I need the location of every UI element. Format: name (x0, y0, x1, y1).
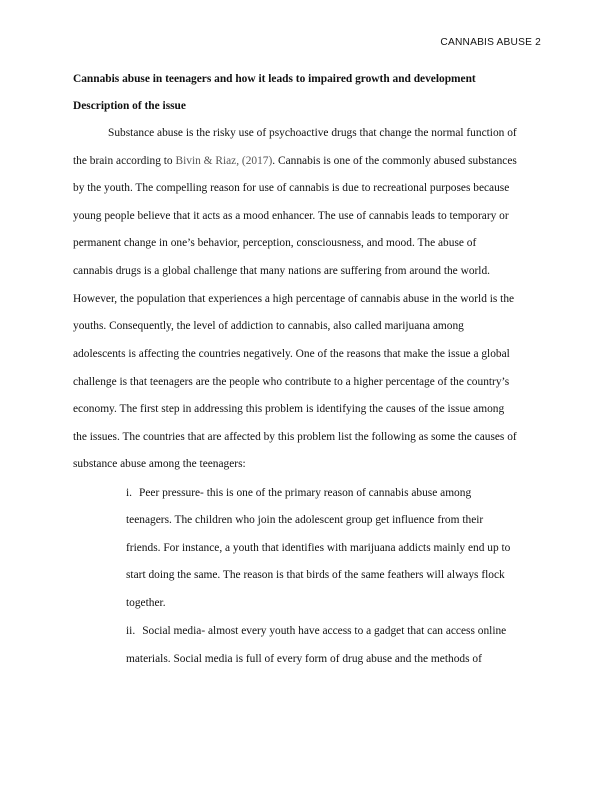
paragraph-line: youths. Consequently, the level of addiction to cannabis, also called marijuana among (73, 320, 464, 332)
paragraph-line: However, the population that experiences a high percentage of cannabis abuse in the world is the (73, 293, 515, 305)
list-item-line: start doing the same. The reason is that birds of the same feathers will always flock (126, 569, 505, 581)
paragraph-line: economy. The first step in addressing this problem is identifying the causes of the issue among (73, 403, 505, 415)
list-item-first-line (126, 624, 506, 638)
list-item-line: friends. For instance, a youth that identifies with marijuana addicts mainly end up to (126, 542, 511, 554)
list-item-line: materials. Social media is full of every form of drug abuse and the methods of (126, 653, 482, 665)
running-head: CANNABIS ABUSE 2 (440, 37, 541, 48)
paragraph-line: substance abuse among the teenagers: (73, 458, 246, 470)
list-item-line: teenagers. The children who join the adolescent group get influence from their (126, 514, 484, 526)
paragraph-text: . Cannabis is one of the commonly abused substances (272, 155, 517, 167)
paragraph-line: young people believe that it acts as a mood enhancer. The use of cannabis leads to temporary or (73, 210, 509, 222)
document-title: Cannabis abuse in teenagers and how it leads to impaired growth and development (73, 73, 476, 85)
paragraph-line: cannabis drugs is a global challenge that many nations are suffering from around the world. (73, 265, 491, 277)
list-item-text: Peer pressure- this is one of the primary reason of cannabis abuse among (139, 487, 472, 499)
paragraph-text: the brain according to (73, 155, 176, 167)
list-item-first-line (126, 486, 471, 500)
paragraph-line: adolescents is affecting the countries negatively. One of the reasons that make the issue a global (73, 348, 510, 360)
citation: Bivin & Riaz, (2017) (175, 155, 273, 167)
paragraph-line: the issues. The countries that are affected by this problem list the following as some the causes of (73, 431, 517, 443)
paragraph-line: challenge is that teenagers are the people who contribute to a higher percentage of the country’s (73, 376, 510, 388)
paragraph-line: by the youth. The compelling reason for use of cannabis is due to recreational purposes because (73, 182, 510, 194)
paragraph-line: Substance abuse is the risky use of psychoactive drugs that change the normal function of (108, 127, 517, 139)
list-item-line: together. (126, 597, 166, 609)
list-marker: i. (126, 487, 133, 499)
paragraph-line: permanent change in one’s behavior, perception, consciousness, and mood. The abuse of (73, 237, 477, 249)
section-heading: Description of the issue (73, 100, 186, 112)
list-marker: ii. (126, 625, 136, 637)
list-item-text: Social media- almost every youth have access to a gadget that can access online (142, 625, 507, 637)
paragraph-line-with-citation (73, 154, 517, 168)
